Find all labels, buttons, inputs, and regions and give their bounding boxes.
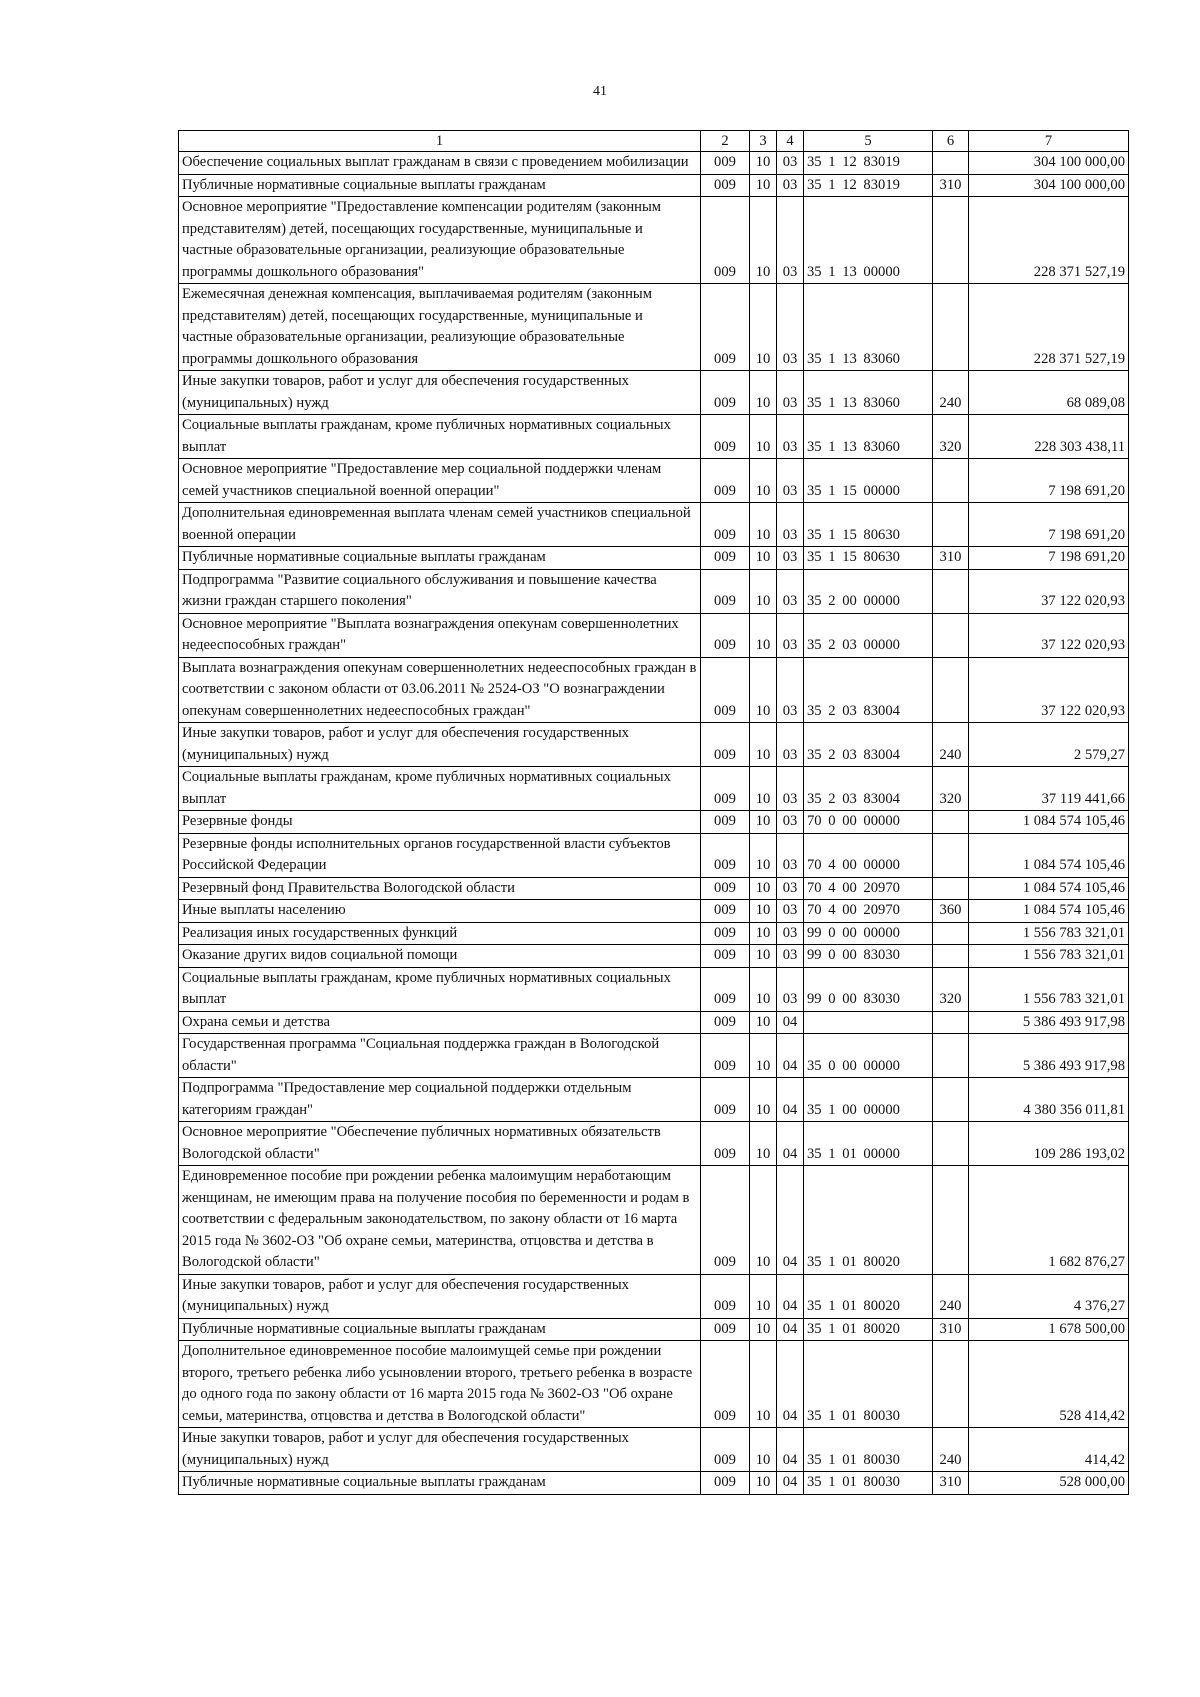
row-description: Обеспечение социальных выплат гражданам в связи с проведением мобилизации <box>179 152 701 175</box>
table-row <box>179 1341 1129 1428</box>
subsection-code: 03 <box>777 152 804 175</box>
row-description: Иные закупки товаров, работ и услуг для обеспечения государственных (муниципальных) нужд <box>179 1274 701 1318</box>
target-article-code: 35 0 00 00000 <box>804 1034 933 1078</box>
target-article-code: 35 1 01 80020 <box>804 1274 933 1318</box>
table-row <box>179 284 1129 371</box>
subsection-code: 04 <box>777 1166 804 1275</box>
section-code: 10 <box>750 833 777 877</box>
ministry-code: 009 <box>701 547 750 570</box>
row-description: Реализация иных государственных функций <box>179 922 701 945</box>
amount: 7 198 691,20 <box>969 547 1129 570</box>
ministry-code: 009 <box>701 1122 750 1166</box>
amount: 528 414,42 <box>969 1341 1129 1428</box>
subsection-code: 03 <box>777 723 804 767</box>
section-code: 10 <box>750 1166 777 1275</box>
section-code: 10 <box>750 1318 777 1341</box>
amount: 228 371 527,19 <box>969 197 1129 284</box>
expense-type-code <box>933 1011 969 1034</box>
row-description: Публичные нормативные социальные выплаты гражданам <box>179 1472 701 1495</box>
ministry-code: 009 <box>701 945 750 968</box>
ministry-code: 009 <box>701 1166 750 1275</box>
table-row <box>179 371 1129 415</box>
expense-type-code <box>933 1341 969 1428</box>
ministry-code: 009 <box>701 152 750 175</box>
table-row <box>179 945 1129 968</box>
row-description: Государственная программа "Социальная поддержка граждан в Вологодской области" <box>179 1034 701 1078</box>
subsection-code: 03 <box>777 967 804 1011</box>
expense-type-code: 310 <box>933 1472 969 1495</box>
amount: 304 100 000,00 <box>969 174 1129 197</box>
amount: 7 198 691,20 <box>969 459 1129 503</box>
subsection-code: 03 <box>777 657 804 723</box>
row-description: Резервный фонд Правительства Вологодской области <box>179 877 701 900</box>
section-code: 10 <box>750 415 777 459</box>
expense-type-code <box>933 459 969 503</box>
column-header: 6 <box>933 131 969 152</box>
subsection-code: 03 <box>777 811 804 834</box>
amount: 5 386 493 917,98 <box>969 1011 1129 1034</box>
row-description: Социальные выплаты гражданам, кроме публичных нормативных социальных выплат <box>179 967 701 1011</box>
row-description: Иные выплаты населению <box>179 900 701 923</box>
section-code: 10 <box>750 967 777 1011</box>
target-article-code: 35 2 00 00000 <box>804 569 933 613</box>
amount: 37 119 441,66 <box>969 767 1129 811</box>
expense-type-code <box>933 945 969 968</box>
ministry-code: 009 <box>701 1318 750 1341</box>
ministry-code: 009 <box>701 371 750 415</box>
target-article-code: 35 1 01 80030 <box>804 1428 933 1472</box>
subsection-code: 04 <box>777 1034 804 1078</box>
amount: 228 371 527,19 <box>969 284 1129 371</box>
row-description: Социальные выплаты гражданам, кроме публичных нормативных социальных выплат <box>179 415 701 459</box>
table-row <box>179 1318 1129 1341</box>
page-number: 41 <box>593 84 607 99</box>
subsection-code: 03 <box>777 945 804 968</box>
expense-type-code <box>933 1122 969 1166</box>
row-description: Подпрограмма "Предоставление мер социальной поддержки отдельным категориям граждан" <box>179 1078 701 1122</box>
row-description: Основное мероприятие "Предоставление мер социальной поддержки членам семей участников специальной военной операции" <box>179 459 701 503</box>
budget-table <box>178 130 1129 1495</box>
ministry-code: 009 <box>701 1034 750 1078</box>
section-code: 10 <box>750 1341 777 1428</box>
subsection-code: 03 <box>777 284 804 371</box>
ministry-code: 009 <box>701 833 750 877</box>
amount: 1 084 574 105,46 <box>969 833 1129 877</box>
section-code: 10 <box>750 174 777 197</box>
expense-type-code <box>933 284 969 371</box>
expense-type-code: 320 <box>933 967 969 1011</box>
section-code: 10 <box>750 945 777 968</box>
amount: 1 556 783 321,01 <box>969 922 1129 945</box>
ministry-code: 009 <box>701 1274 750 1318</box>
ministry-code: 009 <box>701 967 750 1011</box>
section-code: 10 <box>750 1034 777 1078</box>
column-header: 2 <box>701 131 750 152</box>
amount: 37 122 020,93 <box>969 657 1129 723</box>
subsection-code: 03 <box>777 877 804 900</box>
ministry-code: 009 <box>701 1078 750 1122</box>
target-article-code: 35 1 01 80020 <box>804 1318 933 1341</box>
ministry-code: 009 <box>701 877 750 900</box>
ministry-code: 009 <box>701 284 750 371</box>
expense-type-code <box>933 1078 969 1122</box>
amount: 1 084 574 105,46 <box>969 877 1129 900</box>
ministry-code: 009 <box>701 1428 750 1472</box>
section-code: 10 <box>750 459 777 503</box>
expense-type-code: 310 <box>933 547 969 570</box>
target-article-code: 70 4 00 00000 <box>804 833 933 877</box>
target-article-code <box>804 1011 933 1034</box>
table-row <box>179 1034 1129 1078</box>
target-article-code: 35 1 00 00000 <box>804 1078 933 1122</box>
ministry-code: 009 <box>701 459 750 503</box>
amount: 37 122 020,93 <box>969 613 1129 657</box>
column-header: 5 <box>804 131 933 152</box>
target-article-code: 35 1 12 83019 <box>804 152 933 175</box>
section-code: 10 <box>750 811 777 834</box>
row-description: Дополнительная единовременная выплата членам семей участников специальной военной операции <box>179 503 701 547</box>
subsection-code: 03 <box>777 922 804 945</box>
target-article-code: 70 0 00 00000 <box>804 811 933 834</box>
target-article-code: 99 0 00 83030 <box>804 945 933 968</box>
amount: 414,42 <box>969 1428 1129 1472</box>
row-description: Публичные нормативные социальные выплаты гражданам <box>179 547 701 570</box>
row-description: Резервные фонды <box>179 811 701 834</box>
ministry-code: 009 <box>701 1472 750 1495</box>
expense-type-code <box>933 811 969 834</box>
row-description: Охрана семьи и детства <box>179 1011 701 1034</box>
expense-type-code <box>933 1034 969 1078</box>
expense-type-code: 310 <box>933 1318 969 1341</box>
target-article-code: 35 1 13 83060 <box>804 284 933 371</box>
subsection-code: 04 <box>777 1318 804 1341</box>
table-row <box>179 613 1129 657</box>
subsection-code: 03 <box>777 415 804 459</box>
amount: 5 386 493 917,98 <box>969 1034 1129 1078</box>
section-code: 10 <box>750 547 777 570</box>
amount: 1 678 500,00 <box>969 1318 1129 1341</box>
row-description: Единовременное пособие при рождении ребенка малоимущим неработающим женщинам, не имеющим права на получение пособия по беременности и родам в соответствии с федеральным законодательством, по закону области от 16 марта 2015 года № 3602-ОЗ "Об охране семьи, материнства, отцовства и детства в Вологодской области" <box>179 1166 701 1275</box>
table-row <box>179 197 1129 284</box>
row-description: Иные закупки товаров, работ и услуг для обеспечения государственных (муниципальных) нужд <box>179 1428 701 1472</box>
section-code: 10 <box>750 657 777 723</box>
subsection-code: 03 <box>777 459 804 503</box>
subsection-code: 03 <box>777 197 804 284</box>
target-article-code: 35 1 13 83060 <box>804 371 933 415</box>
section-code: 10 <box>750 900 777 923</box>
amount: 7 198 691,20 <box>969 503 1129 547</box>
target-article-code: 35 2 03 83004 <box>804 723 933 767</box>
table-row <box>179 1122 1129 1166</box>
column-header: 7 <box>969 131 1129 152</box>
row-description: Подпрограмма "Развитие социального обслуживания и повышение качества жизни граждан старшего поколения" <box>179 569 701 613</box>
table-row <box>179 657 1129 723</box>
ministry-code: 009 <box>701 415 750 459</box>
ministry-code: 009 <box>701 811 750 834</box>
ministry-code: 009 <box>701 1011 750 1034</box>
ministry-code: 009 <box>701 657 750 723</box>
table-row <box>179 1078 1129 1122</box>
subsection-code: 04 <box>777 1122 804 1166</box>
header-row <box>179 131 1129 152</box>
target-article-code: 35 1 15 80630 <box>804 547 933 570</box>
row-description: Выплата вознаграждения опекунам совершеннолетних недееспособных граждан в соответствии с законом области от 03.06.2011 № 2524-ОЗ "О вознаграждении опекунам совершеннолетних недееспособных граждан" <box>179 657 701 723</box>
target-article-code: 35 1 12 83019 <box>804 174 933 197</box>
table-row <box>179 152 1129 175</box>
subsection-code: 03 <box>777 371 804 415</box>
expense-type-code <box>933 503 969 547</box>
expense-type-code <box>933 569 969 613</box>
table-row <box>179 1274 1129 1318</box>
expense-type-code: 240 <box>933 723 969 767</box>
subsection-code: 04 <box>777 1078 804 1122</box>
amount: 109 286 193,02 <box>969 1122 1129 1166</box>
subsection-code: 03 <box>777 613 804 657</box>
ministry-code: 009 <box>701 174 750 197</box>
row-description: Публичные нормативные социальные выплаты гражданам <box>179 174 701 197</box>
subsection-code: 03 <box>777 900 804 923</box>
column-header: 3 <box>750 131 777 152</box>
section-code: 10 <box>750 922 777 945</box>
subsection-code: 03 <box>777 503 804 547</box>
target-article-code: 99 0 00 00000 <box>804 922 933 945</box>
ministry-code: 009 <box>701 1341 750 1428</box>
section-code: 10 <box>750 371 777 415</box>
row-description: Основное мероприятие "Предоставление компенсации родителям (законным представителям) детей, посещающих государственные, муниципальные и частные образовательные организации, реализующие образовательные программы дошкольного образования" <box>179 197 701 284</box>
table-row <box>179 922 1129 945</box>
section-code: 10 <box>750 152 777 175</box>
table-row <box>179 767 1129 811</box>
table-row <box>179 1011 1129 1034</box>
section-code: 10 <box>750 877 777 900</box>
ministry-code: 009 <box>701 569 750 613</box>
table-row <box>179 459 1129 503</box>
amount: 1 084 574 105,46 <box>969 811 1129 834</box>
table-row <box>179 877 1129 900</box>
table-row <box>179 811 1129 834</box>
amount: 68 089,08 <box>969 371 1129 415</box>
subsection-code: 04 <box>777 1011 804 1034</box>
table-row <box>179 547 1129 570</box>
amount: 1 556 783 321,01 <box>969 945 1129 968</box>
row-description: Публичные нормативные социальные выплаты гражданам <box>179 1318 701 1341</box>
ministry-code: 009 <box>701 767 750 811</box>
section-code: 10 <box>750 503 777 547</box>
expense-type-code: 320 <box>933 767 969 811</box>
expense-type-code: 240 <box>933 1274 969 1318</box>
target-article-code: 35 1 13 00000 <box>804 197 933 284</box>
table-row <box>179 174 1129 197</box>
target-article-code: 35 2 03 00000 <box>804 613 933 657</box>
row-description: Резервные фонды исполнительных органов государственной власти субъектов Российской Федерации <box>179 833 701 877</box>
row-description: Ежемесячная денежная компенсация, выплачиваемая родителям (законным представителям) детей, посещающих государственные, муниципальные и частные образовательные организации, реализующие образовательные программы дошкольного образования <box>179 284 701 371</box>
ministry-code: 009 <box>701 723 750 767</box>
target-article-code: 35 1 15 80630 <box>804 503 933 547</box>
row-description: Иные закупки товаров, работ и услуг для обеспечения государственных (муниципальных) нужд <box>179 371 701 415</box>
subsection-code: 03 <box>777 767 804 811</box>
section-code: 10 <box>750 1274 777 1318</box>
amount: 4 380 356 011,81 <box>969 1078 1129 1122</box>
table-body <box>179 152 1129 1495</box>
table-row <box>179 1428 1129 1472</box>
ministry-code: 009 <box>701 503 750 547</box>
column-header: 1 <box>179 131 701 152</box>
table-row <box>179 1472 1129 1495</box>
subsection-code: 03 <box>777 547 804 570</box>
subsection-code: 03 <box>777 174 804 197</box>
subsection-code: 04 <box>777 1274 804 1318</box>
expense-type-code: 240 <box>933 371 969 415</box>
section-code: 10 <box>750 1078 777 1122</box>
subsection-code: 04 <box>777 1428 804 1472</box>
section-code: 10 <box>750 569 777 613</box>
target-article-code: 35 1 01 00000 <box>804 1122 933 1166</box>
target-article-code: 35 1 01 80030 <box>804 1472 933 1495</box>
expense-type-code: 360 <box>933 900 969 923</box>
target-article-code: 35 2 03 83004 <box>804 767 933 811</box>
expense-type-code: 310 <box>933 174 969 197</box>
amount: 37 122 020,93 <box>969 569 1129 613</box>
row-description: Оказание других видов социальной помощи <box>179 945 701 968</box>
target-article-code: 35 1 01 80030 <box>804 1341 933 1428</box>
section-code: 10 <box>750 723 777 767</box>
row-description: Основное мероприятие "Обеспечение публичных нормативных обязательств Вологодской области" <box>179 1122 701 1166</box>
amount: 1 084 574 105,46 <box>969 900 1129 923</box>
expense-type-code <box>933 197 969 284</box>
expense-type-code <box>933 613 969 657</box>
expense-type-code: 240 <box>933 1428 969 1472</box>
row-description: Иные закупки товаров, работ и услуг для обеспечения государственных (муниципальных) нужд <box>179 723 701 767</box>
subsection-code: 03 <box>777 569 804 613</box>
target-article-code: 35 1 15 00000 <box>804 459 933 503</box>
expense-type-code <box>933 1166 969 1275</box>
row-description: Дополнительное единовременное пособие малоимущей семье при рождении второго, третьего ребенка либо усыновлении второго, третьего ребенка в возрасте до одного года по закону области от 16 марта 2015 года № 3602-ОЗ "Об охране семьи, материнства, отцовства и детства в Вологодской области" <box>179 1341 701 1428</box>
subsection-code: 03 <box>777 833 804 877</box>
amount: 4 376,27 <box>969 1274 1129 1318</box>
section-code: 10 <box>750 613 777 657</box>
table-row <box>179 833 1129 877</box>
subsection-code: 04 <box>777 1472 804 1495</box>
target-article-code: 35 1 01 80020 <box>804 1166 933 1275</box>
ministry-code: 009 <box>701 922 750 945</box>
target-article-code: 70 4 00 20970 <box>804 900 933 923</box>
target-article-code: 99 0 00 83030 <box>804 967 933 1011</box>
expense-type-code <box>933 152 969 175</box>
subsection-code: 04 <box>777 1341 804 1428</box>
target-article-code: 35 2 03 83004 <box>804 657 933 723</box>
section-code: 10 <box>750 1428 777 1472</box>
column-header: 4 <box>777 131 804 152</box>
section-code: 10 <box>750 1122 777 1166</box>
target-article-code: 35 1 13 83060 <box>804 415 933 459</box>
table-row <box>179 503 1129 547</box>
table-row <box>179 569 1129 613</box>
table-row <box>179 415 1129 459</box>
expense-type-code: 320 <box>933 415 969 459</box>
table-row <box>179 900 1129 923</box>
section-code: 10 <box>750 197 777 284</box>
ministry-code: 009 <box>701 197 750 284</box>
amount: 228 303 438,11 <box>969 415 1129 459</box>
amount: 304 100 000,00 <box>969 152 1129 175</box>
amount: 1 682 876,27 <box>969 1166 1129 1275</box>
table-row <box>179 1166 1129 1275</box>
section-code: 10 <box>750 284 777 371</box>
section-code: 10 <box>750 767 777 811</box>
amount: 2 579,27 <box>969 723 1129 767</box>
expense-type-code <box>933 833 969 877</box>
section-code: 10 <box>750 1011 777 1034</box>
section-code: 10 <box>750 1472 777 1495</box>
ministry-code: 009 <box>701 613 750 657</box>
table-row <box>179 723 1129 767</box>
table-row <box>179 967 1129 1011</box>
target-article-code: 70 4 00 20970 <box>804 877 933 900</box>
row-description: Основное мероприятие "Выплата вознаграждения опекунам совершеннолетних недееспособных граждан" <box>179 613 701 657</box>
amount: 528 000,00 <box>969 1472 1129 1495</box>
row-description: Социальные выплаты гражданам, кроме публичных нормативных социальных выплат <box>179 767 701 811</box>
ministry-code: 009 <box>701 900 750 923</box>
amount: 1 556 783 321,01 <box>969 967 1129 1011</box>
expense-type-code <box>933 877 969 900</box>
expense-type-code <box>933 657 969 723</box>
expense-type-code <box>933 922 969 945</box>
